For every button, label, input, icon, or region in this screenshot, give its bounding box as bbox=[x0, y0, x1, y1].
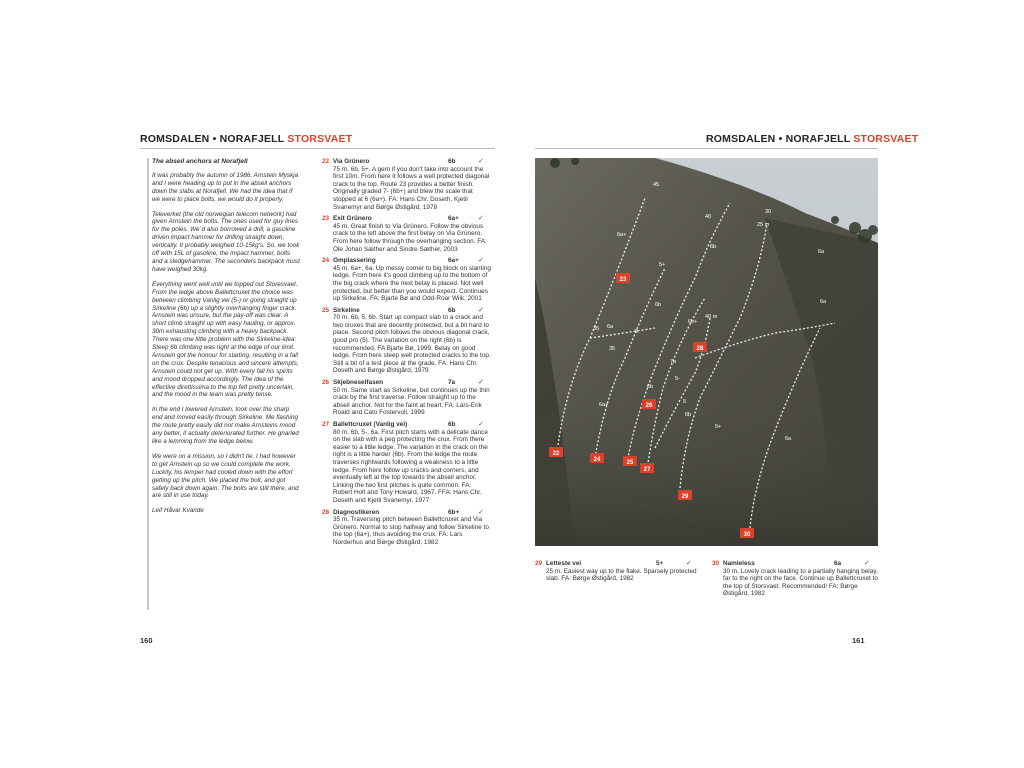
tick-icon: ✓ bbox=[478, 379, 484, 387]
sidebar-story bbox=[152, 158, 300, 515]
sidebar-accent-bar bbox=[147, 158, 149, 610]
route-grade: 7a bbox=[448, 379, 456, 387]
sidebar-paragraph: Televerket (the old norwegian telecom network) had given Arnstein the bolts. The ones used for guy lines for the poles. We´d also borrowed a drill, a gasoline driven impact hammer for drilling straight down, vertically. It probably weighed 10-15kg's. So, we took off with 15L of gasoline, the impact hammer, bolts and a sledgehammer. The seconders backpack must have weighed 30kg. bbox=[152, 210, 300, 273]
tick-icon: ✓ bbox=[478, 421, 484, 428]
topo-label: 5 bbox=[635, 329, 639, 335]
topo-label: 5- bbox=[675, 376, 680, 382]
route-marker: 29 bbox=[681, 494, 689, 500]
route-entry bbox=[322, 158, 492, 211]
route-number: 27 bbox=[322, 421, 330, 428]
sidebar-paragraph: It was probably the autumn of 1986. Arnstein Myskja and I were heading up to put in the abseil anchors down the slabs at Norafjell. We had the idea that if we were to place bolts, we would do it properly. bbox=[152, 171, 299, 203]
route-grade: 6a bbox=[834, 560, 842, 567]
route-marker: 30 bbox=[743, 532, 751, 538]
route-name: Letteste vei bbox=[546, 560, 582, 567]
route-number: 26 bbox=[322, 379, 330, 387]
route-number: 25 bbox=[322, 306, 330, 314]
page-number-right: 161 bbox=[852, 636, 865, 645]
route-marker: 28 bbox=[696, 346, 704, 352]
route-description: 80 m. 6b, 5-, 6a. First pitch starts with a delicate dance on the slab with a peg protecting the crux. From there easier to a little ledge. The variation in the crack on the right is a little harder (6b). From the ledge the route traverses rightwards following a weakness to a little ledge. From here follow up cracks and corners, and eventually left at the top towards the abseil anchor. Linking the two first pitches is quite common. FA: Robert Holt and Tony Howard, 1967. FFA: Hans Chr. Doseth and Kjetil Svanemyr, 1977 bbox=[333, 428, 488, 504]
route-number: 24 bbox=[322, 257, 330, 265]
topo-label: 6a bbox=[820, 299, 827, 305]
topo-label: 40 m bbox=[705, 314, 718, 320]
header-right-prefix: ROMSDALEN • NORAFJELL bbox=[706, 133, 851, 145]
header-rule-right bbox=[535, 148, 878, 149]
topo-label: 35 bbox=[593, 326, 600, 332]
route-entry bbox=[322, 215, 492, 253]
route-marker: 22 bbox=[552, 451, 560, 457]
route-name: Namleless bbox=[723, 560, 755, 567]
route-name: Omplassering bbox=[333, 257, 376, 265]
route-entry-29 bbox=[535, 560, 700, 583]
sidebar-author: Leif Håvar Kvande bbox=[152, 507, 204, 515]
running-header-left bbox=[140, 133, 352, 145]
topo-label: 6b bbox=[685, 412, 692, 418]
route-number: 28 bbox=[322, 508, 330, 516]
route-grade: 6b bbox=[448, 306, 456, 314]
route-grade: 6a+ bbox=[448, 257, 459, 265]
tick-icon: ✓ bbox=[478, 257, 484, 265]
route-marker: 27 bbox=[643, 467, 651, 473]
route-number: 29 bbox=[535, 560, 543, 567]
topo-label: 6a bbox=[607, 324, 614, 330]
tick-icon: ✓ bbox=[478, 158, 484, 165]
route-number: 22 bbox=[322, 158, 330, 165]
topo-label: 7a bbox=[670, 359, 677, 365]
topo-label: 6a+ bbox=[599, 402, 609, 408]
route-description: 75 m. 6b, 5+. A gem if you don't take into account the first 10m. From here it follows a well protected diagonal crack to the top. Route 23 provides a better finish. Originally graded 7- (6b+) and blew the scale that stopped at 6 (6a+). FA: Hans Chr. Doseth, Kjetil Svanemyr and Børge Østigård, 1978 bbox=[333, 165, 490, 211]
tick-icon: ✓ bbox=[478, 508, 484, 516]
route-number: 30 bbox=[712, 560, 720, 567]
route-marker: 24 bbox=[593, 457, 601, 463]
route-grade: 6b bbox=[448, 421, 456, 428]
sidebar-paragraph: We were on a mission, so I didn't tie. I had however to get Arnstein up so we could complete the work. Luckily, his temper had cooled down with the effort getting up the pitch. We placed the bolt, and got safely back down again. The bolts are still there, and are still in use today. bbox=[152, 452, 299, 500]
topo-label: 35 bbox=[609, 346, 616, 352]
route-description: 45 m. Great finish to Via Grünero. Follow the obvious crack to the left above the first belay on Via Grünero. From here follow through the overhanging section. FA: Ole Johan Sæther and Sindre Sæther, 2003 bbox=[333, 222, 487, 253]
header-left-prefix: ROMSDALEN • NORAFJELL bbox=[140, 133, 285, 145]
topo-label: 6a bbox=[818, 249, 825, 255]
topo-label: 5+ bbox=[659, 262, 666, 268]
route-name: Ballettcruxet (Vanlig vei) bbox=[333, 421, 408, 428]
tick-icon: ✓ bbox=[686, 560, 692, 567]
topo-label: 30 bbox=[765, 209, 772, 215]
route-name: Skjebneselfasen bbox=[333, 379, 384, 387]
route-entry bbox=[322, 509, 492, 547]
route-grade: 5+ bbox=[656, 560, 664, 567]
topo-photo-svg bbox=[535, 158, 878, 546]
tick-icon: ✓ bbox=[478, 306, 484, 314]
topo-label: 6b bbox=[710, 244, 717, 250]
tick-icon: ✓ bbox=[478, 215, 484, 223]
topo-label: 6a+ bbox=[617, 232, 627, 238]
route-entry-30 bbox=[712, 560, 878, 598]
sidebar-paragraph: In the end I lowered Arnstein, took over the sharp end and moved easily through Sirkeline. Me flashing the route pretty easily did not make Arnsteins mood any better, it actually deteriorated further. He gnarled like a lemming from the ledge below. bbox=[152, 406, 299, 445]
route-description: 35 m. Traversing pitch between Ballettcruxet and Via Grünero. Normal to stop halfway and follow Sirkeline to the top (6a+), thus avoiding the crux. FA: Lars Norderhus and Børge Østigård, 1982 bbox=[333, 516, 489, 546]
route-description: 45 m. 6a+, 6a. Up messy corner to big block on slanting ledge. From here it's good climbing up to the bottom of the big crack where the next belay is placed. Not well protected, but better than you would expect. Continues up Sirkeline. FA: Bjarte Bø and Odd-Roar Wiik, 2001 bbox=[333, 264, 491, 303]
header-left-accent: STORSVAET bbox=[287, 133, 353, 145]
route-marker: 23 bbox=[619, 277, 627, 283]
sidebar-paragraph: Everything went well until we topped out Storesvaet. From the ledge above Ballettcruxet the choice was between climbing Vanlig vei (5-) or going straight up Sirkeline (6b) up a slightly overhanging finger crack. Arnstein was unsure, but the pay-off was clear. A short climb straight up with easy hauling, or approx. 30m exhausting climbing with a heavy backpack. There was one little problem with the Sirkeline-idea: Steep 6b climbing was right at the edge of our limit. Arnstein got the honour for starting, resulting in a fall on the crux. Despite tenacious and sincere attempts, Arnstein could not get up. With every fall his spirits and mood dropped accordingly. The idea of the effective direttissima to the top felt pretty uncertain, and the mood in the team was pretty tense. bbox=[152, 280, 299, 399]
topo-label: 5 bbox=[683, 399, 687, 405]
route-description: 50 m. Same start as Sirkeline, but continues up the thin crack by the first traverse. Follow straight up to the abseil anchor. Not for the faint at heart. FA: Lars-Erik Roald and Cato Fostervoll, 1999 bbox=[333, 386, 490, 417]
header-right-accent: STORSVAET bbox=[853, 133, 919, 145]
route-entry bbox=[322, 307, 492, 375]
header-rule-left bbox=[140, 148, 495, 149]
running-header-right bbox=[706, 133, 918, 145]
topo-label: 45 bbox=[653, 182, 660, 188]
route-entry bbox=[322, 257, 492, 303]
route-name: Via Grünero bbox=[333, 158, 370, 165]
route-description: 70 m. 6b, 5, 6b. Start up compact slab to a crack and two cruxes that are decently protected, but a bit hard to place. Second pitch follows the obvious diagonal crack, good pro (5). The variation on the right (6b) is recommended, FA Bjarte Bø, 1999. Belay on good ledge. From here steep well protected cracks to the top. Still a bit of a test piece at the grade. FA: Hans Chr. Doseth and Børge Østigård, 1979 bbox=[333, 314, 491, 375]
route-number: 23 bbox=[322, 215, 330, 223]
route-description: 30 m. Lovely crack leading to a partially hanging belay, far to the right on the face. Continue up Ballettcruxet to the top of Storsvaet. Recommended! FA: Børge Østigård, 1982 bbox=[723, 567, 878, 598]
topo-label: 6a bbox=[785, 436, 792, 442]
route-entry bbox=[322, 379, 492, 417]
route-list bbox=[322, 158, 492, 551]
topo-photo bbox=[535, 158, 878, 546]
route-entry bbox=[322, 421, 492, 505]
topo-label: 40 bbox=[705, 214, 712, 220]
route-grade: 6b bbox=[448, 158, 456, 165]
route-grade: 6b+ bbox=[448, 508, 460, 516]
route-name: Diagnostikeren bbox=[333, 508, 380, 516]
topo-label: 5+ bbox=[715, 424, 722, 430]
route-marker: 26 bbox=[645, 403, 653, 409]
topo-label: 6b bbox=[655, 302, 662, 308]
topo-label: 25 m bbox=[757, 222, 770, 228]
route-name: Sirkeline bbox=[333, 306, 360, 314]
topo-label: 6b+ bbox=[688, 319, 698, 325]
route-name: Exit Grünero bbox=[333, 215, 372, 223]
tick-icon: ✓ bbox=[864, 560, 870, 567]
route-marker: 25 bbox=[626, 460, 634, 466]
page-number-left: 160 bbox=[140, 636, 153, 645]
sidebar-title: The abseil anchors at Norafjell bbox=[152, 158, 248, 165]
topo-label: 6b bbox=[647, 384, 654, 390]
route-grade: 6a+ bbox=[448, 215, 459, 223]
route-description: 25 m. Easiest way up to the flake. Sparsely protected slab. FA: Børge Østigård, 1982 bbox=[546, 567, 697, 583]
